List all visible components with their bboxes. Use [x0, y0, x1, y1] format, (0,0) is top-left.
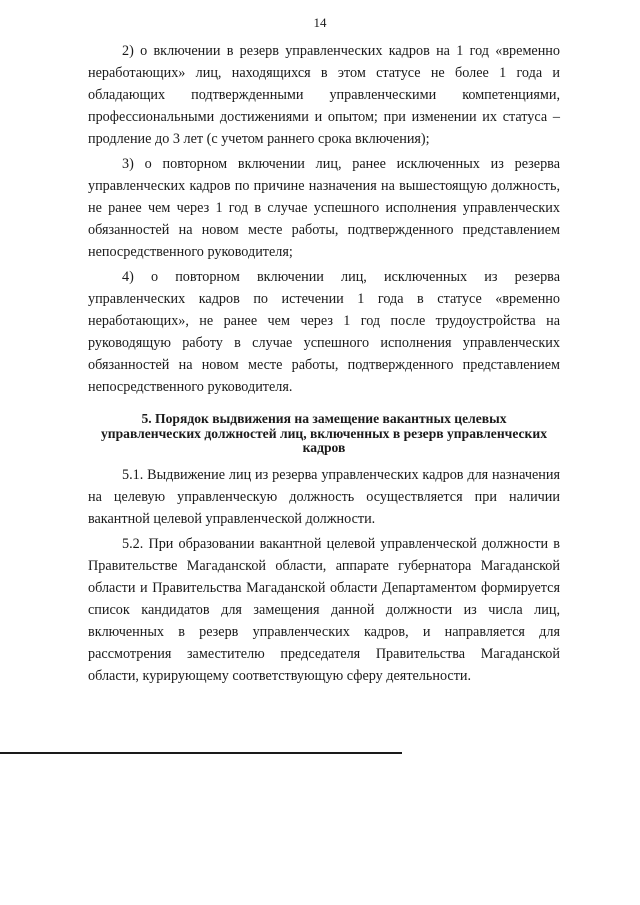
section-5-heading: 5. Порядок выдвижения на замещение вакантных целевых управленческих должностей лиц, включенных в резерв управленческих кадров	[100, 411, 548, 455]
paragraph-5-2: 5.2. При образовании вакантной целевой управленческой должности в Правительстве Магаданской области, аппарате губернатора Магаданской области и Правительства Магаданской области Департаментом формируется список кандидатов для замещения данной должности из числа лиц, включенных в резерв управленческих кадров, и направляется для рассмотрения заместителю председателя Правительства Магаданской области, курирующему соответствующую сферу деятельности.	[88, 535, 560, 684]
document-body	[88, 40, 560, 687]
paragraph-item-3: 3) о повторном включении лиц, ранее исключенных из резерва управленческих кадров по причине назначения на вышестоящую должность, не ранее чем через 1 год в случае успешного исполнения управленческих обязанностей на новом месте работы, подтвержденного представлением непосредственного руководителя;	[88, 156, 560, 260]
paragraph-5-1: 5.1. Выдвижение лиц из резерва управленческих кадров для назначения на целевую управленческую должность осуществляется при наличии вакантной целевой управленческой должности.	[88, 466, 560, 527]
footer-divider	[0, 752, 402, 754]
page-number: 14	[313, 15, 327, 30]
paragraph-item-2: 2) о включении в резерв управленческих кадров на 1 год «временно неработающих» лиц, находящихся в этом статусе не более 1 года и обладающих подтвержденными управленческими компетенциями, профессиональными достижениями и опытом; при изменении их статуса – продление до 3 лет (с учетом раннего срока включения);	[88, 43, 560, 147]
paragraph-item-4: 4) о повторном включении лиц, исключенных из резерва управленческих кадров по истечении 1 года в статусе «временно неработающих», не ранее чем через 1 год после трудоустройства на руководящую работу в случае успешного исполнения управленческих обязанностей на новом месте работы, подтвержденного представлением непосредственного руководителя.	[88, 269, 560, 395]
